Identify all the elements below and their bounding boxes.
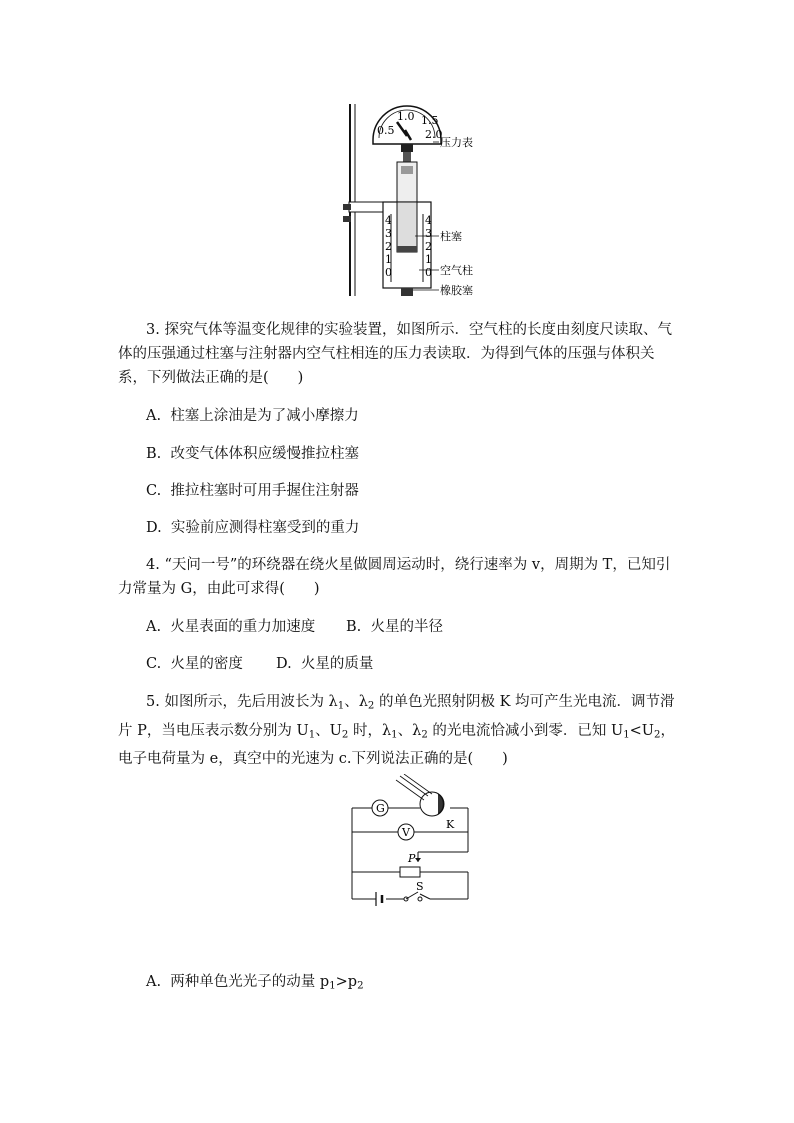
air-column-label: 空气柱 (440, 264, 473, 277)
scale-right-2: 2 (425, 240, 432, 253)
q3-stem: 3. 探究气体等温变化规律的实验装置，如图所示．空气柱的长度由刻度尺读取、气体的压强通过柱塞与注射器内空气柱相连的压力表读取．为得到气体的压强与体积关系，下列做法正确的是( ) (118, 322, 672, 386)
q4-option-c: C. 火星的密度 (146, 656, 243, 672)
scale-right-0: 0 (425, 266, 432, 279)
scale-right-3: 3 (425, 227, 432, 240)
stopper-label: 橡胶塞 (440, 284, 473, 297)
q4-option-b: B. 火星的半径 (346, 619, 443, 635)
q4-option-d: D. 火星的质量 (276, 656, 374, 672)
rubber-stopper (401, 288, 413, 296)
gauge-tick-3: 0.5 (377, 124, 395, 137)
q4-option-a: A. 火星表面的重力加速度 (146, 619, 316, 635)
scale-left-3: 3 (385, 227, 392, 240)
gauge-tick-4: 2.0 (425, 128, 443, 141)
apparatus-figure (335, 104, 485, 300)
q4-stem: 4. “天问一号”的环绕器在绕火星做圆周运动时，绕行速率为 v，周期为 T，已知引力常量为 G，由此可求得( ) (118, 557, 671, 597)
rheostat-symbol (400, 867, 420, 877)
scale-left-1: 1 (385, 253, 392, 266)
q3-option-c: C. 推拉柱塞时可用手握住注射器 (146, 483, 359, 499)
photoelectric-circuit (346, 774, 474, 912)
q5-stem: 5. 如图所示，先后用波长为 $\lambda_1$、$\lambda_2$ 的单色光照射阴极 K 均可产生光电流．调节滑片 P，当电压表示数分别为 $U_1$、$U_2$ 时，$\lambda_1$、$\lambda_2$ 的光电流恰减小到零．已知 $U_1<U_2$，电子电荷量为 e，真空中的光速为 c.下列说法正确的是( ) (118, 694, 675, 768)
gauge-tick-1: 1.0 (397, 110, 415, 123)
scale-right-1: 1 (425, 253, 432, 266)
scale-right-4: 4 (425, 214, 432, 227)
gauge-label: 压力表 (440, 136, 473, 149)
switch-symbol (406, 892, 418, 899)
q3-option-d: D. 实验前应测得柱塞受到的重力 (146, 520, 360, 536)
scale-left-2: 2 (385, 240, 392, 253)
slider-label: P (408, 852, 416, 865)
scale-left-0: 0 (385, 266, 392, 279)
cathode-label: K (446, 818, 455, 831)
q3-option-a: A. 柱塞上涂油是为了减小摩擦力 (146, 408, 359, 424)
gauge-tick-2: 1.5 (421, 114, 439, 127)
galvanometer-label: G (376, 802, 385, 815)
plunger-label: 柱塞 (440, 230, 462, 243)
q3-option-b: B. 改变气体体积应缓慢推拉柱塞 (146, 446, 359, 462)
switch-label: S (416, 880, 424, 893)
q5-option-a: A. 两种单色光光子的动量 $p_1>p_2$ (146, 974, 364, 992)
voltmeter-label: V (402, 826, 410, 839)
scale-left-4: 4 (385, 214, 392, 227)
